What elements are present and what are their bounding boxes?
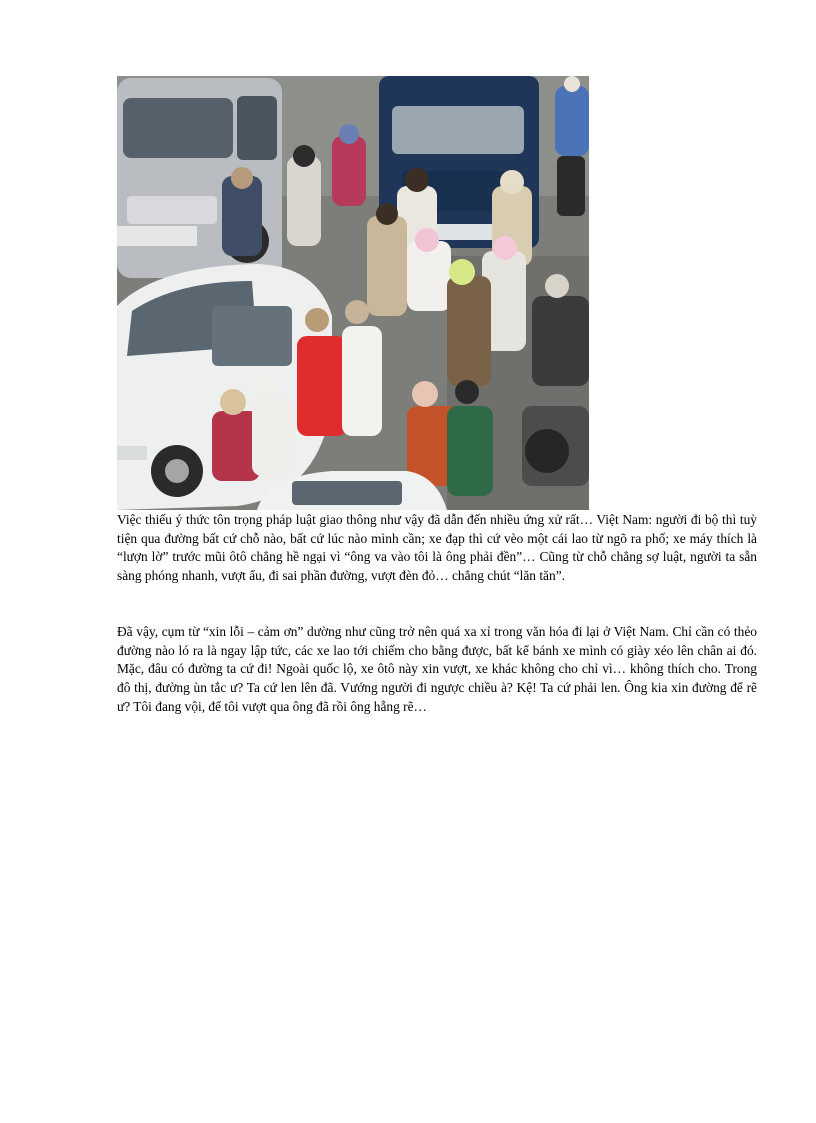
traffic-photo [117, 76, 589, 510]
rider-top-right [555, 76, 589, 216]
paragraph-2: Đã vậy, cụm từ “xin lỗi – cảm ơn” dường như cũng trở nên quá xa xỉ trong văn hóa đi lại ở Việt Nam. Chỉ cần có thẻo đường nào ló ra là ngay lập tức, các xe lao tới chiếm cho bằng được, bất kể bánh xe mình có giày xéo lên chân ai đó. Mặc, đâu có đường ta cứ đi! Ngoài quốc lộ, xe ôtô này xin vượt, xe khác không cho chỉ vì… không thích cho. Trong đô thị, đường ùn tắc ư? Ta cứ len lên đã. Vướng người đi ngược chiều à? Kệ! Ta cứ phải len. Ông kia xin đường để rẽ ư? Tôi đang vội, để tôi vượt qua ông đã rồi ông hẵng rẽ… [117, 624, 757, 714]
paragraph-1: Việc thiếu ý thức tôn trọng pháp luật giao thông như vậy đã dẫn đến nhiều ứng xử rất… Việt Nam: người đi bộ thì tuỳ tiện qua đường bất cứ chỗ nào, bất cứ lúc nào mình cần; xe đạp thì cứ vèo một cái lao từ ngõ ra phố; xe máy thích là “lượn lờ” trước mũi ôtô chẳng hề ngại vì “ông va vào tôi là ông phải đền”… Cũng từ chỗ chẳng sợ luật, người ta sẵn sàng phóng nhanh, vượt ẩu, đi sai phần đường, vượt đèn đỏ… chẳng chút “lăn tăn”. [117, 512, 757, 584]
